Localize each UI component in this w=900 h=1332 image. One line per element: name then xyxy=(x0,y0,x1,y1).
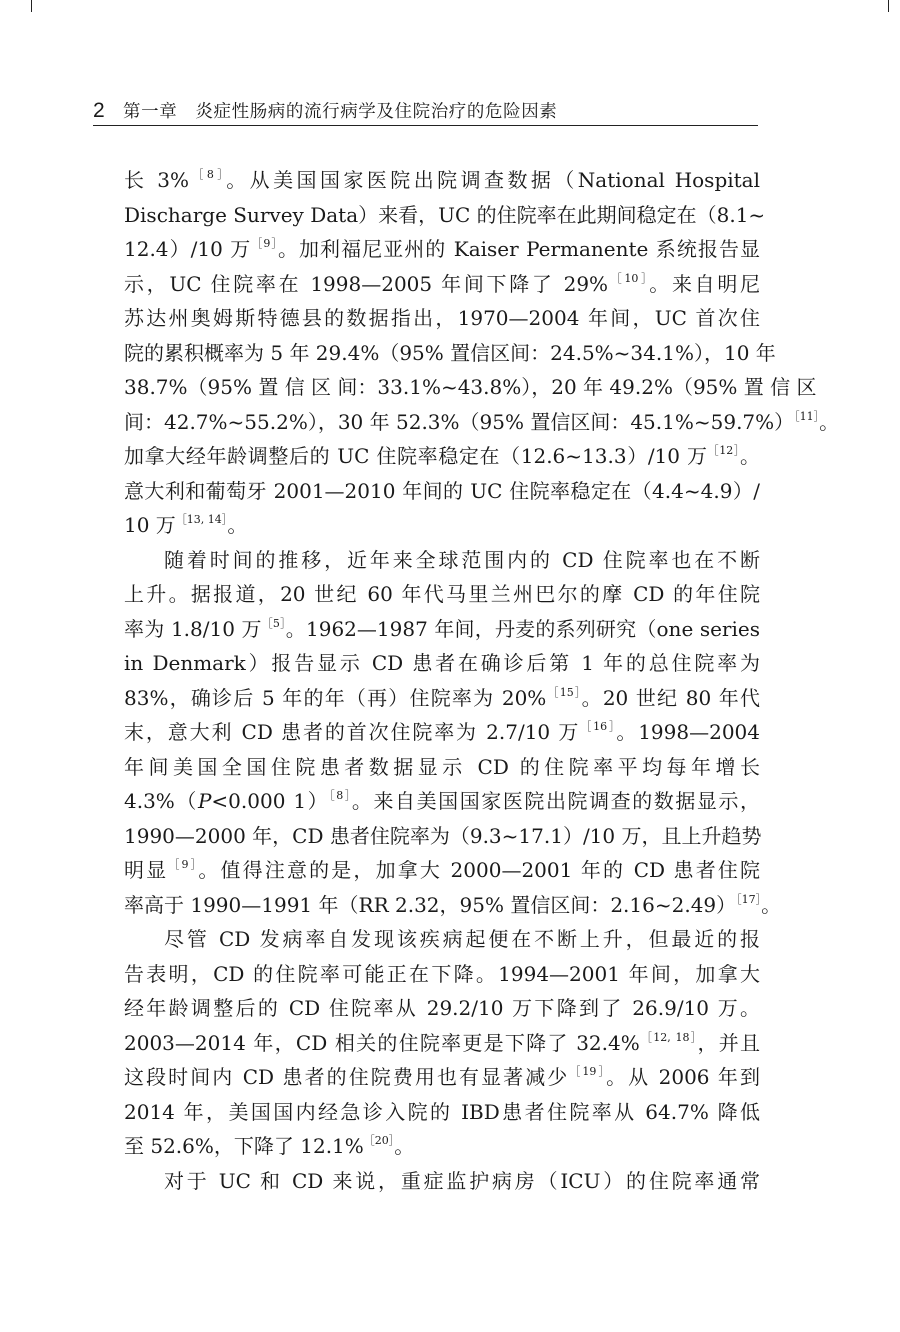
text-line: 经年龄调整后的 CD 住院率从 29.2/10 万下降到了 26.9/10 万。 xyxy=(124,996,760,1020)
text-line: 这段时间内 CD 患者的住院费用也有显著减少$^{[19]}$。从 2006 年到 xyxy=(124,1065,760,1089)
text-line: 尽管 CD 发病率自发现该疾病起便在不断上升，但最近的报 xyxy=(164,927,760,951)
text-line: 示，UC 住院率在 1998—2005 年间下降了 29%$^{[10]}$。来自明尼 xyxy=(124,271,761,296)
text-line: 院的累积概率为 5 年 29.4%（95% 置信区间：24.5%~34.1%），10 年 xyxy=(124,340,776,365)
text-line: 12.4）/10 万$^{[9]}$。加利福尼亚州的 Kaiser Permanente 系统报告显 xyxy=(124,237,761,261)
text-line: 10 万$^{[13, 14]}$。 xyxy=(124,513,248,537)
text-line: 意大利和葡萄牙 2001—2010 年间的 UC 住院率稳定在（4.4~4.9）/ xyxy=(124,478,760,503)
text-line: 83%，确诊后 5 年的年（再）住院率为 20%$^{[15]}$。20 世纪 80 年代 xyxy=(124,685,760,710)
crop-mark-left xyxy=(31,0,32,12)
text-line: 末，意大利 CD 患者的首次住院率为 2.7/10 万$^{[16]}$。1998—2004 xyxy=(124,720,761,744)
text-line: 率高于 1990—1991 年（RR 2.32，95% 置信区间：2.16~2.49）$^{[17]}$。 xyxy=(124,892,782,917)
text-line: 明显$^{[9]}$。值得注意的是，加拿大 2000—2001 年的 CD 患者住院 xyxy=(124,858,761,882)
text-line: 1990—2000 年，CD 患者住院率为（9.3~17.1）/10 万，且上升趋势 xyxy=(124,823,762,848)
text-line: 间：42.7%~55.2%），30 年 52.3%（95% 置信区间：45.1%~59.7%）$^{[11]}$。 xyxy=(124,409,840,434)
header-rule xyxy=(93,125,758,126)
text-line: 4.3%（P<0.000 1）$^{[8]}$。来自美国国家医院出院调查的数据显示， xyxy=(124,789,761,813)
text-line: Discharge Survey Data）来看，UC 的住院率在此期间稳定在（8.1~ xyxy=(124,202,766,227)
text-line: 告表明，CD 的住院率可能正在下降。1994—2001 年间，加拿大 xyxy=(124,961,760,986)
text-line: 率为 1.8/10 万$^{[5]}$。1962—1987 年间，丹麦的系列研究（one series xyxy=(124,616,760,641)
text-line: 2014 年，美国国内经急诊入院的 IBD患者住院率从 64.7% 降低 xyxy=(124,1099,760,1124)
text-line: 至 52.6%，下降了 12.1%$^{[20]}$。 xyxy=(124,1134,415,1158)
text-line: 年间美国全国住院患者数据显示 CD 的住院率平均每年增长 xyxy=(124,754,760,779)
text-line: 随着时间的推移，近年来全球范围内的 CD 住院率也在不断 xyxy=(164,547,760,572)
text-line: 2003—2014 年，CD 相关的住院率更是下降了 32.4%$^{[12, 18]}$，并且 xyxy=(124,1030,760,1055)
text-line: 上升。据报道，20 世纪 60 年代马里兰州巴尔的摩 CD 的年住院 xyxy=(124,582,760,606)
page-header xyxy=(93,100,758,122)
text-line: in Denmark）报告显示 CD 患者在确诊后第 1 年的总住院率为 xyxy=(124,651,760,675)
text-line: 38.7%（95% 置 信 区 间：33.1%~43.8%），20 年 49.2%（95% 置 信 区 xyxy=(124,375,817,399)
text-line: 加拿大经年龄调整后的 UC 住院率稳定在（12.6~13.3）/10 万$^{[12]}$。 xyxy=(124,444,760,468)
running-head: 第一章 炎症性肠病的流行病学及住院治疗的危险因素 xyxy=(123,102,558,122)
text-line: 长 3%$^{[8]}$。从美国国家医院出院调查数据（National Hospital xyxy=(124,168,761,192)
page-number: 2 xyxy=(93,99,105,122)
text-line: 对于 UC 和 CD 来说，重症监护病房（ICU）的住院率通常 xyxy=(164,1168,760,1193)
body-text xyxy=(124,163,840,1198)
text-line: 苏达州奥姆斯特德县的数据指出，1970—2004 年间，UC 首次住 xyxy=(124,306,760,330)
crop-mark-right xyxy=(888,0,889,12)
